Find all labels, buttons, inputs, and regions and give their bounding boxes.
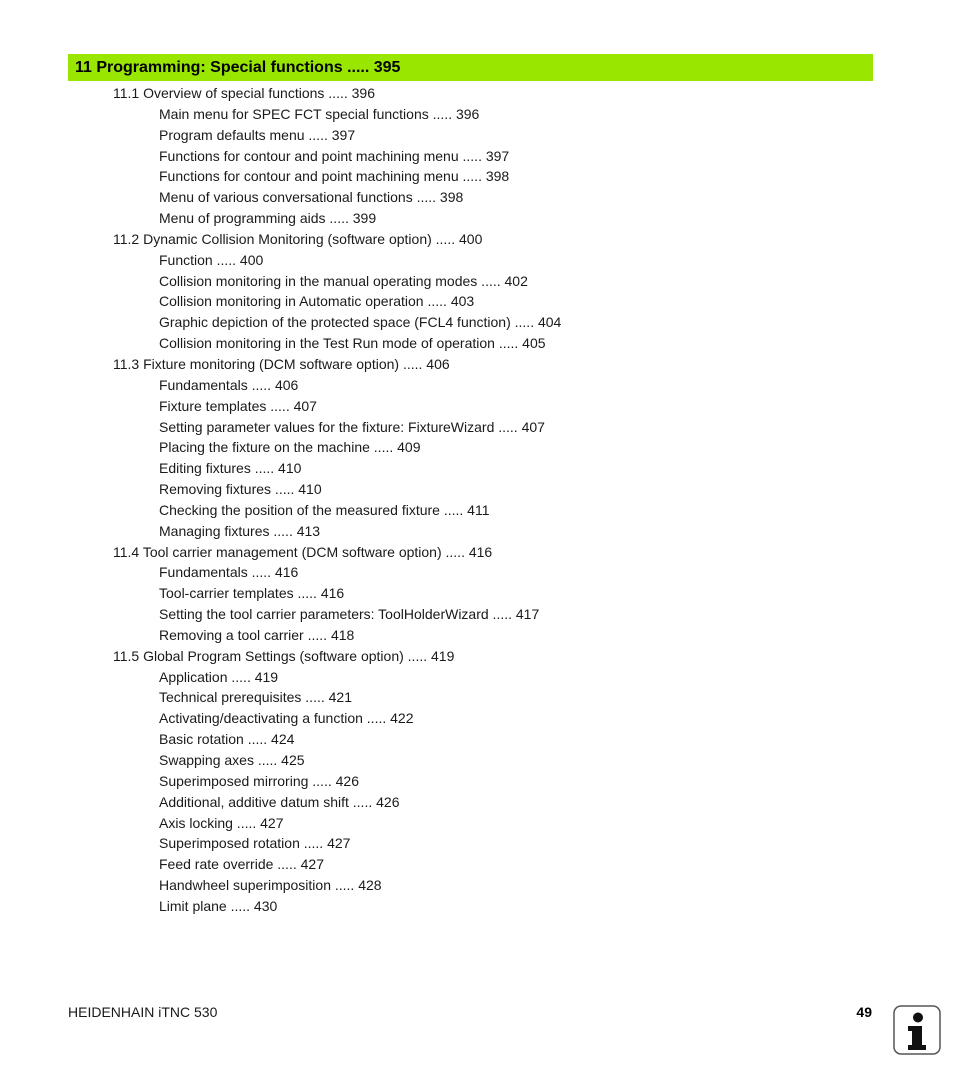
toc-subsection-entry: Menu of various conversational functions ..... 398 [159,189,464,206]
toc-subsection-entry: Additional, additive datum shift ..... 426 [159,793,400,810]
toc-subsection-entry: Axis locking ..... 427 [159,814,284,831]
toc-subsection-entry: Swapping axes ..... 425 [159,752,305,768]
toc-subsection-entry: Fundamentals ..... 406 [159,376,299,393]
toc-subsection-entry: Menu of programming aids ..... 399 [159,210,377,227]
toc-subsection-entry: Removing fixtures ..... 410 [159,481,322,498]
toc-subsection-entry: Checking the position of the measured fixture ..... 411 [159,501,490,518]
toc-subsection-entry: Application ..... 419 [159,668,279,685]
toc-subsection-entry: Basic rotation ..... 424 [159,731,295,748]
toc-subsection-entry: Handwheel superimposition ..... 428 [159,877,382,894]
toc-subsection-entry: Feed rate override ..... 427 [159,856,324,873]
toc-section-entry: 11.2 Dynamic Collision Monitoring (software option) ..... 400 [113,230,483,247]
table-of-contents [0,83,954,917]
toc-subsection-entry: Functions for contour and point machining menu ..... 398 [159,168,510,185]
toc-subsection-entry: Managing fixtures ..... 413 [159,522,321,539]
toc-subsection-entry: Editing fixtures ..... 410 [159,460,302,477]
toc-section-entry: 11.4 Tool carrier management (DCM software option) ..... 416 [113,543,493,560]
chapter-heading-bar [68,54,873,81]
toc-subsection-entry: Functions for contour and point machining menu ..... 397 [159,147,510,164]
toc-subsection-entry: Setting the tool carrier parameters: ToolHolderWizard ..... 417 [159,606,540,623]
footer-page-number: 49 [856,1004,872,1020]
toc-subsection-entry: Main menu for SPEC FCT special functions ..... 396 [159,105,480,122]
toc-section-entry: 11.1 Overview of special functions ..... 396 [113,85,375,101]
toc-subsection-entry: Superimposed rotation ..... 427 [159,835,351,852]
toc-subsection-entry: Collision monitoring in the Test Run mode of operation ..... 405 [159,335,546,352]
toc-subsection-entry: Technical prerequisites ..... 421 [159,689,352,706]
toc-subsection-entry: Removing a tool carrier ..... 418 [159,626,355,643]
toc-subsection-entry: Function ..... 400 [159,251,264,268]
toc-subsection-entry: Graphic depiction of the protected space (FCL4 function) ..... 404 [159,314,562,331]
footer-product-name: HEIDENHAIN iTNC 530 [68,1004,218,1020]
toc-section-entry: 11.3 Fixture monitoring (DCM software option) ..... 406 [113,355,450,372]
toc-subsection-entry: Collision monitoring in the manual operating modes ..... 402 [159,272,528,289]
toc-subsection-entry: Superimposed mirroring ..... 426 [159,772,359,789]
toc-subsection-entry: Fundamentals ..... 416 [159,564,299,581]
toc-subsection-entry: Fixture templates ..... 407 [159,397,317,414]
toc-subsection-entry: Limit plane ..... 430 [159,897,278,914]
toc-subsection-entry: Tool-carrier templates ..... 416 [159,585,345,602]
toc-subsection-entry: Program defaults menu ..... 397 [159,126,356,143]
toc-section-entry: 11.5 Global Program Settings (software option) ..... 419 [113,647,455,664]
toc-subsection-entry: Collision monitoring in Automatic operation ..... 403 [159,293,475,310]
toc-subsection-entry: Activating/deactivating a function ..... 422 [159,710,414,727]
info-icon [893,1005,941,1055]
toc-subsection-entry: Setting parameter values for the fixture: FixtureWizard ..... 407 [159,418,545,435]
toc-subsection-entry: Placing the fixture on the machine ..... 409 [159,439,421,456]
chapter-heading: 11 Programming: Special functions ..... 395 [75,58,401,76]
